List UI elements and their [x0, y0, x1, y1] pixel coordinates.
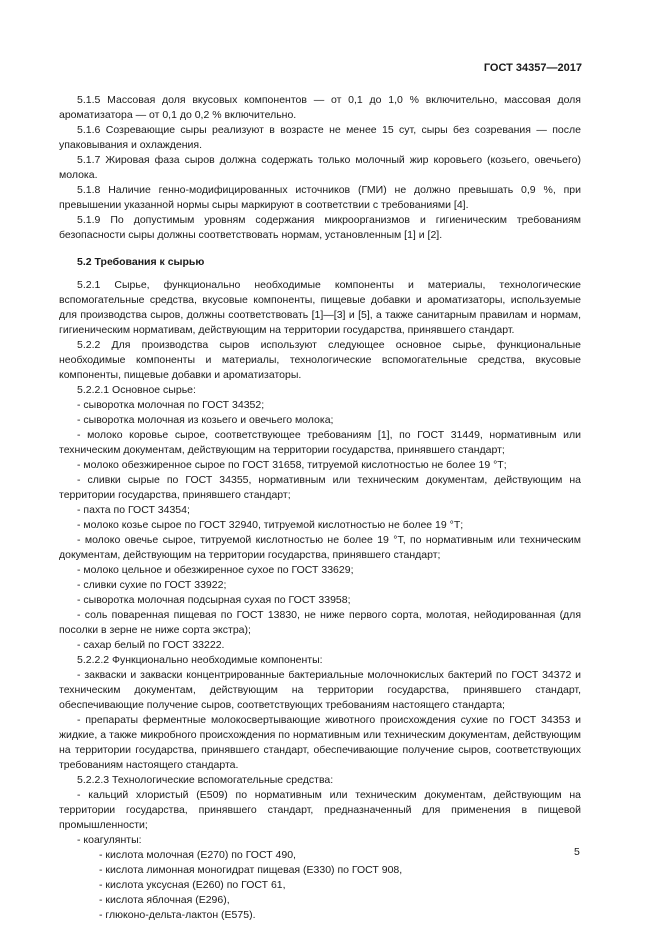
- paragraph: - препараты ферментные молокосвертывающие животного происхождения сухие по ГОСТ 34353 и жидкие, а также микробного происхождения по нормативным или техническим документам, действующим на территории государства, принявшего стандарт, обеспечивающие получение сыров, соответствующих требованиям настоящего стандарта.: [59, 714, 581, 771]
- paragraph: - сливки сырые по ГОСТ 34355, нормативным или техническим документам, действующим на территории государства, принявшего стандарт;: [59, 474, 581, 501]
- paragraph: - коагулянты:: [77, 834, 142, 846]
- paragraph: 5.1.7 Жировая фаза сыров должна содержать только молочный жир коровьего (козьего, овечьего) молока.: [59, 154, 581, 181]
- paragraph: - молоко коровье сырое, соответствующее требованиям [1], по ГОСТ 31449, нормативным или техническим документам, действующим на территории государства, принявшего стандарт;: [59, 429, 581, 456]
- paragraph: 5.2.2.1 Основное сырье:: [77, 384, 196, 396]
- paragraph: 5.2.1 Сырье, функционально необходимые компоненты и материалы, технологические вспомогательные средства, вкусовые компоненты, пищевые добавки и ароматизаторы, используемые для производства сыров, должны соответствовать [1]—[3] и [5], а также санитарным правилам и нормам, гигиеническим нормативам, действующим на территории государства, принявшего стандарт.: [59, 279, 581, 336]
- paragraph: - сыворотка молочная из козьего и овечьего молока;: [77, 414, 334, 426]
- paragraph: - молоко обезжиренное сырое по ГОСТ 31658, титруемой кислотностью не более 19 °Т;: [77, 459, 507, 471]
- page-number: 5: [574, 846, 580, 858]
- paragraph: 5.1.5 Массовая доля вкусовых компонентов — от 0,1 до 1,0 % включительно, массовая доля ароматизатора — от 0,1 до 0,2 % включительно.: [59, 94, 581, 121]
- document-header: ГОСТ 34357—2017: [483, 62, 582, 74]
- paragraph: - сыворотка молочная по ГОСТ 34352;: [77, 399, 265, 411]
- section-title: 5.2 Требования к сырью: [77, 256, 205, 268]
- paragraph: 5.1.6 Созревающие сыры реализуют в возрасте не менее 15 сут, сыры без созревания — после упаковывания и охлаждения.: [59, 124, 581, 151]
- document-body: [59, 93, 581, 923]
- paragraph: 5.2.2.2 Функционально необходимые компоненты:: [77, 654, 323, 666]
- paragraph: - кислота яблочная (Е296),: [99, 894, 230, 906]
- paragraph: - сахар белый по ГОСТ 33222.: [77, 639, 225, 651]
- paragraph: - кислота уксусная (Е260) по ГОСТ 61,: [99, 879, 286, 891]
- paragraph: 5.1.8 Наличие генно-модифицированных источников (ГМИ) не должно превышать 0,9 %, при превышении указанной нормы сыры маркируют в соответствии с требованиями [4].: [59, 184, 581, 211]
- paragraph: - кальций хлористый (Е509) по нормативным или техническим документам, действующим на территории государства, принявшего стандарт, предназначенный для применения в пищевой промышленности;: [59, 789, 581, 831]
- paragraph: - закваски и закваски концентрированные бактериальные молочнокислых бактерий по ГОСТ 34372 и техническим документам, действующим на территории государства, принявшего стандарт, обеспечивающие получение сыров, соответствующих требованиям настоящего стандарта;: [59, 669, 581, 711]
- paragraph: - молоко козье сырое по ГОСТ 32940, титруемой кислотностью не более 19 °Т;: [77, 519, 464, 531]
- paragraph: - сыворотка молочная подсырная сухая по ГОСТ 33958;: [77, 594, 351, 606]
- paragraph: - сливки сухие по ГОСТ 33922;: [77, 579, 227, 591]
- paragraph: 5.1.9 По допустимым уровням содержания микроорганизмов и гигиеническим требованиям безопасности сыры должны соответствовать нормам, установленным [1] и [2].: [59, 214, 581, 241]
- paragraph: 5.2.2 Для производства сыров используют следующее основное сырье, функциональные необходимые компоненты и материалы, технологические вспомогательные средства, вкусовые компоненты, пищевые добавки и ароматизаторы.: [59, 339, 581, 381]
- paragraph: - кислота лимонная моногидрат пищевая (Е330) по ГОСТ 908,: [99, 864, 403, 876]
- paragraph: 5.2.2.3 Технологические вспомогательные средства:: [77, 774, 334, 786]
- paragraph: - пахта по ГОСТ 34354;: [77, 504, 190, 516]
- paragraph: - кислота молочная (Е270) по ГОСТ 490,: [99, 849, 296, 861]
- paragraph: - молоко овечье сырое, титруемой кислотностью не более 19 °Т, по нормативным или техническим документам, действующим на территории государства, принявшего стандарт;: [59, 534, 581, 561]
- paragraph: - глюконо-дельта-лактон (Е575).: [99, 909, 256, 921]
- paragraph: - соль поваренная пищевая по ГОСТ 13830, не ниже первого сорта, молотая, нейодированная (для посолки в зерне не ниже сорта экстра);: [59, 609, 581, 636]
- paragraph: - молоко цельное и обезжиренное сухое по ГОСТ 33629;: [77, 564, 354, 576]
